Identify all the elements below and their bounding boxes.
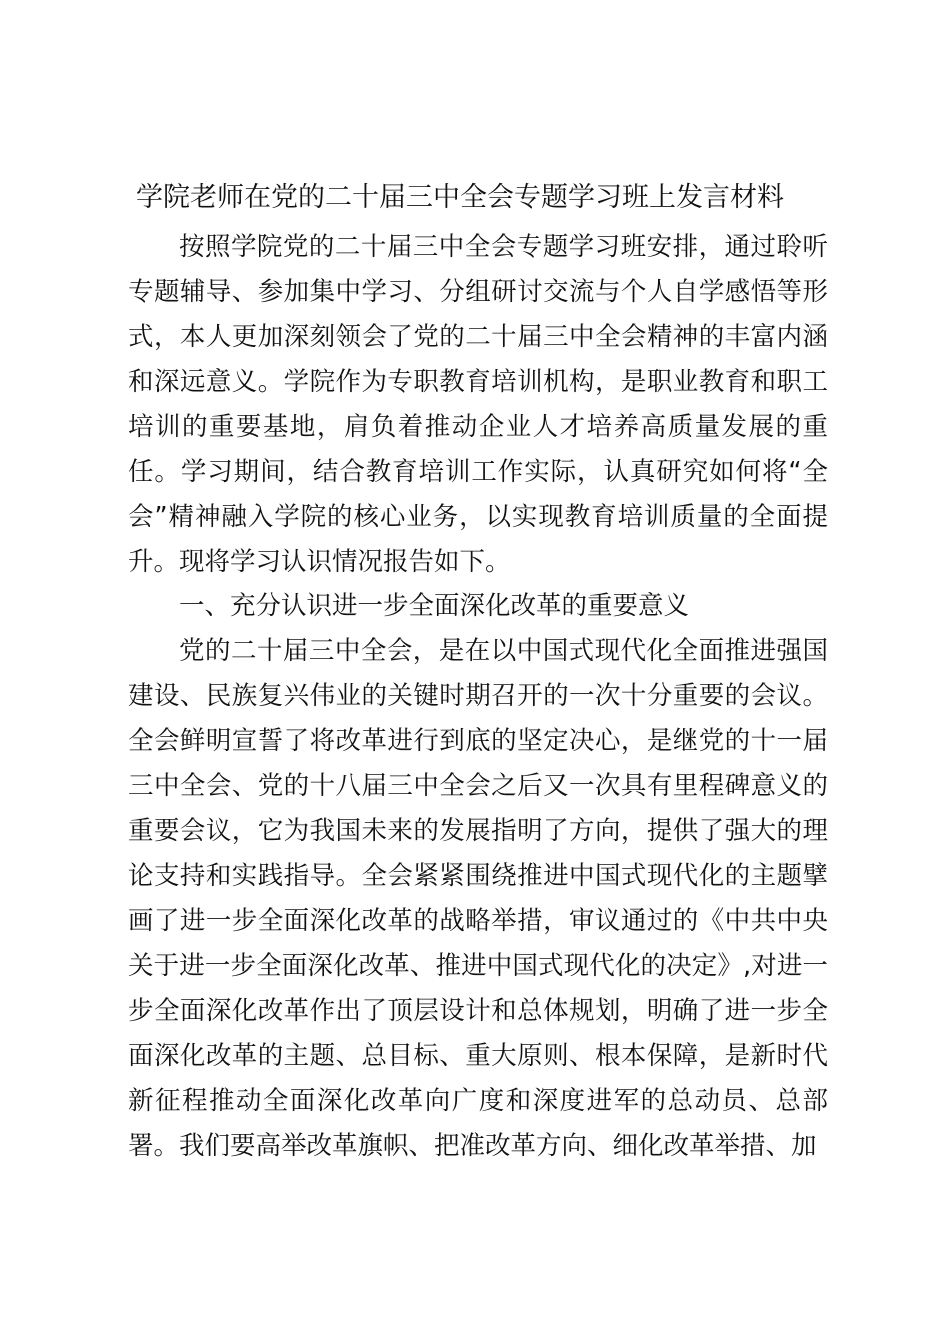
paragraph-body: 党的二十届三中全会，是在以中国式现代化全面推进强国建设、民族复兴伟业的关键时期召开的一次十分重要的会议。全会鲜明宣誓了将改革进行到底的坚定决心，是继党的十一届三中全会、党的十八届三中全会之后又一次具有里程碑意义的重要会议，它为我国未来的发展指明了方向，提供了强大的理论支持和实践指导。全会紧紧围绕推进中国式现代化的主题擘画了进一步全面深化改革的战略举措，审议通过的《中共中央关于进一步全面深化改革、推进中国式现代化的决定》,对进一步全面深化改革作出了顶层设计和总体规划，明确了进一步全面深化改革的主题、总目标、重大原则、根本保障，是新时代新征程推动全面深化改革向广度和深度进军的总动员、总部署。我们要高举改革旗帜、把准改革方向、细化改革举措、加 [128,636,828,1161]
paragraph-intro: 按照学院党的二十届三中全会专题学习班安排，通过聆听专题辅导、参加集中学习、分组研讨交流与个人自学感悟等形式，本人更加深刻领会了党的二十届三中全会精神的丰富内涵和深远意义。学院作为专职教育培训机构，是职业教育和职工培训的重要基地，肩负着推动企业人才培养高质量发展的重任。学习期间，结合教育培训工作实际，认真研究如何将“全会”精神融入学院的核心业务，以实现教育培训质量的全面提升。现将学习认识情况报告如下。 [128,232,828,577]
document-title: 学院老师在党的二十届三中全会专题学习班上发言材料 [136,182,784,213]
section-heading: 一、充分认识进一步全面深化改革的重要意义 [179,591,690,621]
